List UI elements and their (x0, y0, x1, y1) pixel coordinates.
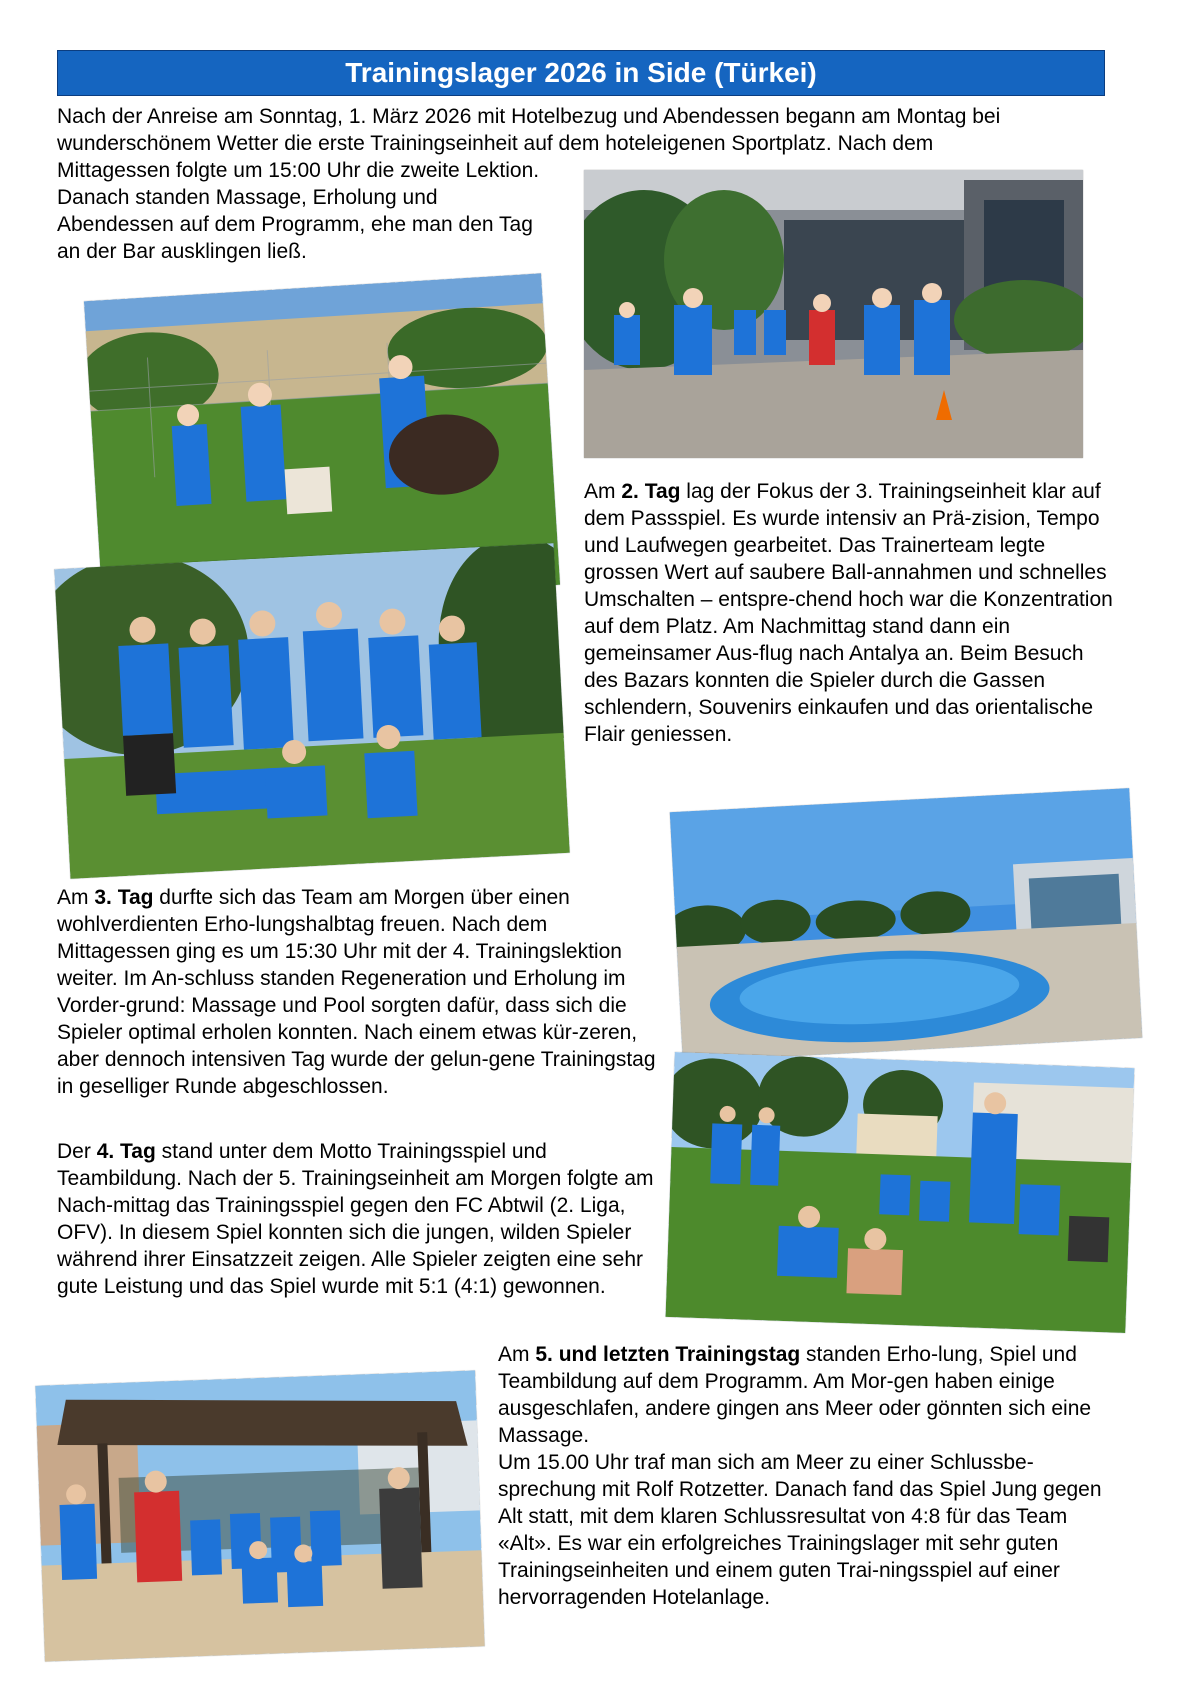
photo-match-break (666, 1052, 1135, 1333)
day2-prefix: Am (584, 480, 622, 503)
day5-prefix: Am (498, 1343, 536, 1366)
day3-heading: 3. Tag (94, 886, 154, 909)
day2-heading: 2. Tag (621, 480, 681, 503)
day4-prefix: Der (57, 1140, 97, 1163)
day5-heading: 5. und letzten Trainingstag (535, 1343, 801, 1366)
day3-paragraph (57, 884, 657, 1100)
intro-text: Nach der Anreise am Sonntag, 1. März 2026 mit Hotelbezug und Abendessen begann am Montag bei wunderschönem Wetter die erste Trainingseinheit auf dem hoteleigenen Sportplatz. Nach dem (57, 105, 1001, 155)
day5-paragraph (498, 1341, 1118, 1611)
photo-hotel-entrance (584, 170, 1083, 458)
day2-text: lag der Fokus der 3. Trainingseinheit klar auf dem Passspiel. Es wurde intensiv an Prä-zision, Tempo und Laufwegen gearbeitet. Das Trainerteam legte grossen Wert auf saubere Ball-annahmen und schnelles Umschalten – entspre-chend hoch war die Konzentration auf dem Platz. Am Nachmittag stand dann ein gemeinsamer Aus-flug nach Antalya an. Beim Besuch des Bazars konnten die Spieler durch die Gassen schlendern, Souvenirs einkaufen und das orientalische Flair geniessen. (584, 480, 1113, 746)
day5-text: standen Erho-lung, Spiel und Teambildung auf dem Programm. Am Mor-gen haben einige ausgeschlafen, andere gingen ans Meer oder gönnten sich eine Massage. (498, 1343, 1092, 1447)
intro-paragraph-top (57, 103, 1117, 157)
page-title: Trainingslager 2026 in Side (Türkei) (57, 50, 1105, 96)
intro-paragraph-wrap (57, 157, 552, 265)
day3-text: durfte sich das Team am Morgen über einen wohlverdienten Erho-lungshalbtag freuen. Nach dem Mittagessen ging es um 15:30 Uhr mit der 4. Trainingslektion weiter. Im An-schluss standen Regeneration und Erholung im Vorder-grund: Massage und Pool sorgten dafür, dass sich die Spieler optimal erholen konnten. Nach einem etwas kür-zeren, aber dennoch intensiven Tag wurde der gelun-gene Trainingstag in geselliger Runde abgeschlossen. (57, 886, 656, 1098)
photo-beach-pavilion (35, 1370, 484, 1661)
day5-text-2: Um 15.00 Uhr traf man sich am Meer zu einer Schlussbe-sprechung mit Rolf Rotzetter. Danach fand das Spiel Jung gegen Alt statt, mit dem klaren Schlussresultat von 4:8 für das Team «Alt». Es war ein erfolgreiches Trainingslager mit sehr guten Trainingseinheiten und einem guten Trai-ningsspiel auf einer hervorragenden Hotelanlage. (498, 1451, 1102, 1609)
day2-paragraph (584, 478, 1119, 748)
day4-heading: 4. Tag (96, 1140, 156, 1163)
day4-paragraph (57, 1138, 657, 1300)
intro-wrap-text: Mittagessen folgte um 15:00 Uhr die zweite Lektion. Danach standen Massage, Erholung und Abendessen auf dem Programm, ehe man den Tag an der Bar ausklingen ließ. (57, 159, 540, 263)
photo-hotel-pool (670, 788, 1142, 1062)
day3-prefix: Am (57, 886, 95, 909)
day4-text: stand unter dem Motto Trainingsspiel und Teambildung. Nach der 5. Trainingseinheit am Morgen folgte am Nach-mittag das Trainingsspiel gegen den FC Abtwil (2. Liga, OFV). In diesem Spiel konnten sich die jungen, wilden Spieler während ihrer Einsatzzeit zeigen. Alle Spieler zeigten eine sehr gute Leistung und das Spiel wurde mit 5:1 (4:1) gewonnen. (57, 1140, 654, 1298)
photo-team-group (54, 543, 570, 879)
